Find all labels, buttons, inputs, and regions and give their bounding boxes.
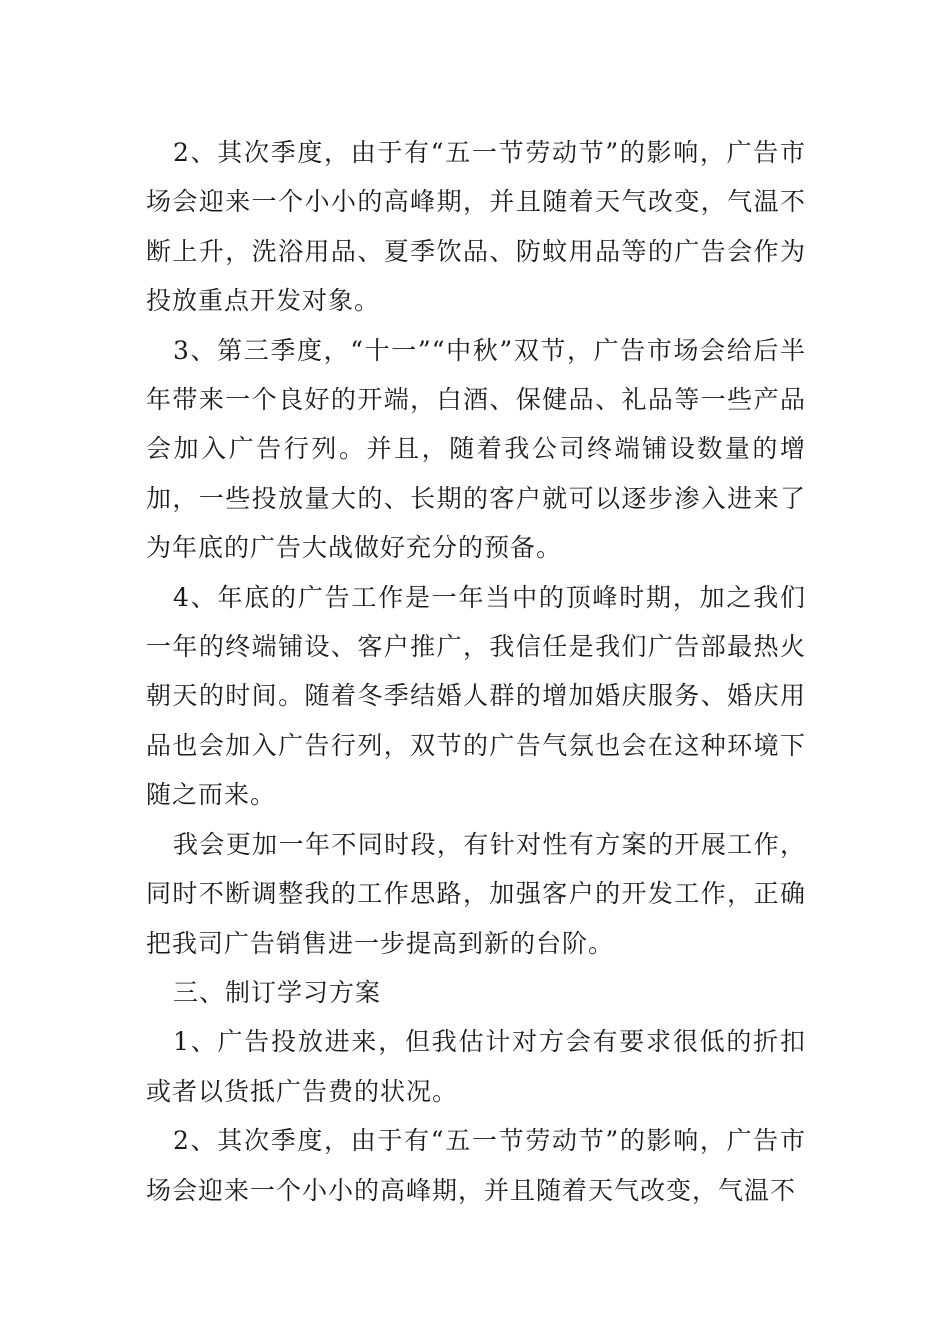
paragraph-year-end: 4、年底的广告工作是一年当中的顶峰时期，加之我们一年的终端铺设、客户推广，我信任是我们广告部最热火朝天的时间。随着冬季结婚人群的增加婚庆服务、婚庆用品也会加入广告行列，双节的广告气氛也会在这种环境下随之而来。 bbox=[146, 582, 806, 810]
paragraph-plan-summary: 我会更加一年不同时段，有针对性有方案的开展工作，同时不断调整我的工作思路，加强客户的开发工作，正确把我司广告销售进一步提高到新的台阶。 bbox=[146, 829, 806, 958]
document-body bbox=[146, 128, 806, 1215]
section-heading-study-plan: 三、制订学习方案 bbox=[173, 977, 382, 1007]
paragraph-q2: 2、其次季度，由于有“五一节劳动节”的影响，广告市场会迎来一个小小的高峰期，并且随着天气改变，气温不断上升，洗浴用品、夏季饮品、防蚊用品等的广告会作为投放重点开发对象。 bbox=[146, 138, 806, 316]
paragraph-item-2: 2、其次季度，由于有“五一节劳动节”的影响，广告市场会迎来一个小小的高峰期，并且随着天气改变，气温不 bbox=[146, 1126, 806, 1205]
paragraph-q3: 3、第三季度，“十一”“中秋”双节，广告市场会给后半年带来一个良好的开端，白酒、保健品、礼品等一些产品会加入广告行列。并且，随着我公司终端铺设数量的增加，一些投放量大的、长期的客户就可以逐步渗入进来了为年底的广告大战做好充分的预备。 bbox=[146, 335, 806, 563]
paragraph-item-1: 1、广告投放进来，但我估计对方会有要求很低的折扣或者以货抵广告费的状况。 bbox=[146, 1027, 806, 1106]
